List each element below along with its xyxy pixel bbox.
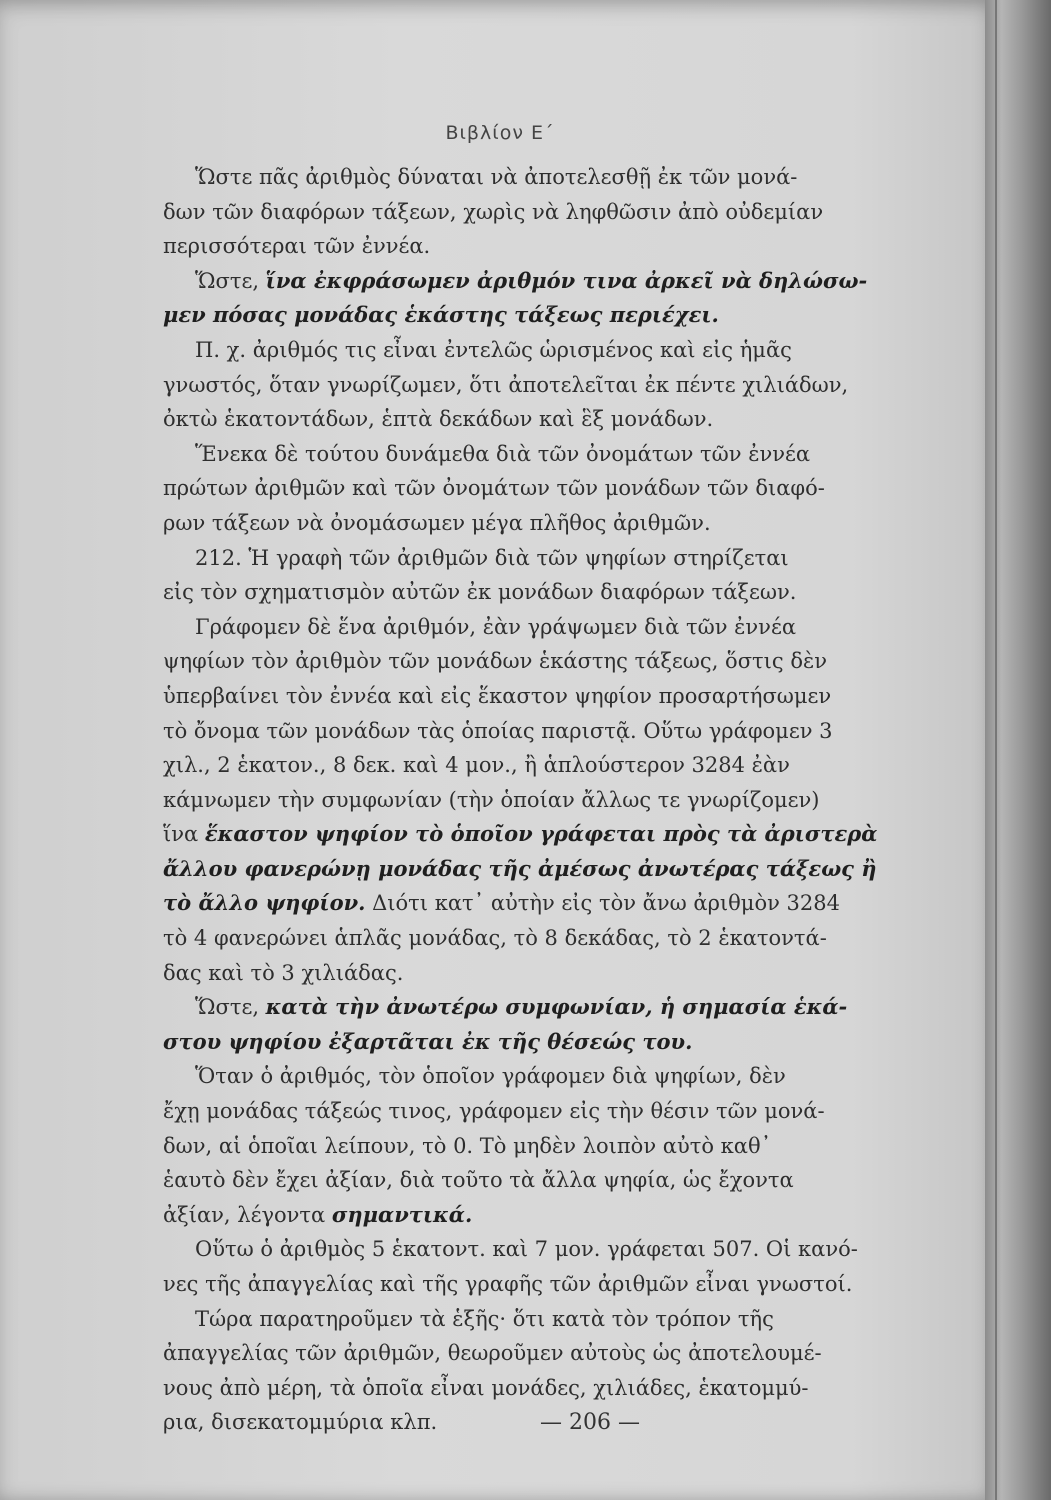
page-edge-line <box>995 0 997 1500</box>
text-line <box>163 956 963 991</box>
emphasis-run: ἄλλου φανερώνῃ μονάδας τῆς ἀμέσως ἀνωτέρας τάξεως ἢ <box>163 855 877 881</box>
text-line <box>163 921 963 956</box>
text-run: Διότι κατ᾽ αὐτὴν εἰς τὸν ἄνω ἀριθμὸν 3284 <box>365 891 840 916</box>
text-line <box>163 541 963 576</box>
text-run: ἀπαγγελίας τῶν ἀριθμῶν, θεωροῦμεν αὐτοὺς ὡς ἀποτελουμέ- <box>163 1341 822 1366</box>
text-line <box>163 437 963 472</box>
text-run: ἵνα <box>163 822 205 847</box>
text-line <box>163 506 963 541</box>
text-line <box>163 1059 963 1094</box>
emphasis-run: σημαντικά. <box>331 1201 473 1227</box>
text-line <box>163 160 963 195</box>
text-run: νους ἀπὸ μέρη, τὰ ὁποῖα εἶναι μονάδες, χιλιάδες, ἑκατομμύ- <box>163 1375 809 1400</box>
text-line <box>163 1163 963 1198</box>
text-line <box>163 714 963 749</box>
text-run: δας καὶ τὸ 3 χιλιάδας. <box>163 960 404 985</box>
body-text <box>163 160 963 1440</box>
text-line <box>163 748 963 783</box>
text-run: νες τῆς ἀπαγγελίας καὶ τῆς γραφῆς τῶν ἀριθμῶν εἶναι γνωστοί. <box>163 1272 853 1296</box>
text-line <box>163 298 963 333</box>
emphasis-run: ἵνα ἐκφράσωμεν ἀριθμόν τινα ἀρκεῖ νὰ δηλώσω- <box>265 267 868 293</box>
text-run: ὑπερβαίνει τὸν ἐννέα καὶ εἰς ἕκαστον ψηφίον προσαρτήσωμεν <box>163 683 832 708</box>
text-run: ρων τάξεων νὰ ὀνομάσωμεν μέγα πλῆθος ἀριθμῶν. <box>163 510 711 535</box>
text-line <box>163 852 963 887</box>
text-line <box>163 1302 963 1337</box>
text-run: Ὥστε πᾶς ἀριθμὸς δύναται νὰ ἀποτελεσθῇ ἐκ τῶν μονά- <box>195 165 798 189</box>
text-run: τὸ ὄνομα τῶν μονάδων τὰς ὁποίας παριστᾷ. Οὕτω γράφομεν 3 <box>163 718 833 743</box>
emphasis-run: στου ψηφίου ἐξαρτᾶται ἐκ τῆς θέσεώς του. <box>163 1028 693 1054</box>
running-header: Βιβλίον Ε΄ <box>445 122 555 144</box>
text-line <box>163 1267 963 1302</box>
text-run: Τώρα παρατηροῦμεν τὰ ἑξῆς· ὅτι κατὰ τὸν τρόπον τῆς <box>195 1306 774 1331</box>
text-run: εἰς τὸν σχηματισμὸν αὐτῶν ἐκ μονάδων διαφόρων τάξεων. <box>163 580 797 605</box>
text-line <box>163 990 963 1025</box>
text-line <box>163 1094 963 1129</box>
text-line <box>163 1129 963 1164</box>
text-line <box>163 679 963 714</box>
text-run: Γράφομεν δὲ ἕνα ἀριθμόν, ἐὰν γράψωμεν διὰ τῶν ἐννέα <box>195 614 797 639</box>
text-line <box>163 1025 963 1060</box>
text-run: χιλ., 2 ἑκατον., 8 δεκ. καὶ 4 μον., ἢ ἁπλούστερον 3284 ἐὰν <box>163 753 790 778</box>
text-line <box>163 644 963 679</box>
text-line <box>163 783 963 818</box>
emphasis-run: τὸ ἄλλο ψηφίον. <box>163 890 366 916</box>
text-run: κάμνωμεν τὴν συμφωνίαν (τὴν ὁποίαν ἄλλως τε γνωρίζομεν) <box>163 787 820 812</box>
text-run: δων τῶν διαφόρων τάξεων, χωρὶς νὰ ληφθῶσιν ἀπὸ οὐδεμίαν <box>163 199 824 224</box>
text-line <box>163 886 963 921</box>
text-run: τὸ 4 φανερώνει ἁπλᾶς μονάδας, τὸ 8 δεκάδας, τὸ 2 ἑκατοντά- <box>163 926 827 951</box>
text-run: 212. Ἡ γραφὴ τῶν ἀριθμῶν διὰ τῶν ψηφίων στηρίζεται <box>195 545 789 570</box>
text-run: Οὕτω ὁ ἀριθμὸς 5 ἑκατοντ. καὶ 7 μον. γράφεται 507. Οἱ κανό- <box>195 1237 858 1262</box>
text-run: ὀκτὼ ἑκατοντάδων, ἑπτὰ δεκάδων καὶ ἓξ μονάδων. <box>163 407 714 432</box>
text-run: Ὥστε, <box>195 995 266 1020</box>
text-line <box>163 368 963 403</box>
text-line <box>163 575 963 610</box>
text-line <box>163 1336 963 1371</box>
page-number: — 206 — <box>540 1410 640 1435</box>
emphasis-run: μεν πόσας μονάδας ἑκάστης τάξεως περιέχει. <box>163 302 719 328</box>
text-line <box>163 1198 963 1233</box>
text-run: Π. χ. ἀριθμός τις εἶναι ἐντελῶς ὡρισμένος καὶ εἰς ἡμᾶς <box>195 337 792 362</box>
text-line <box>163 817 963 852</box>
text-run: ρια, δισεκατομμύρια κλπ. <box>163 1410 438 1435</box>
text-run: ἑαυτὸ δὲν ἔχει ἀξίαν, διὰ τοῦτο τὰ ἄλλα ψηφία, ὡς ἔχοντα <box>163 1168 794 1193</box>
text-line <box>163 1232 963 1267</box>
text-line <box>163 610 963 645</box>
text-line <box>163 229 963 264</box>
text-line <box>163 264 963 299</box>
text-run: δων, αἱ ὁποῖαι λείπουν, τὸ 0. Τὸ μηδὲν λοιπὸν αὐτὸ καθ᾽ <box>163 1133 772 1158</box>
text-run: γνωστός, ὅταν γνωρίζωμεν, ὅτι ἀποτελεῖται ἐκ πέντε χιλιάδων, <box>163 372 849 397</box>
text-run: πρώτων ἀριθμῶν καὶ τῶν ὀνομάτων τῶν μονάδων τῶν διαφό- <box>163 476 825 501</box>
text-run: Ἕνεκα δὲ τούτου δυνάμεθα διὰ τῶν ὀνομάτων τῶν ἐννέα <box>195 441 811 466</box>
text-line <box>163 1371 963 1406</box>
text-line <box>163 402 963 437</box>
text-run: περισσότεραι τῶν ἐννέα. <box>163 234 431 259</box>
text-line <box>163 333 963 368</box>
text-run: Ὅταν ὁ ἀριθμός, τὸν ὁποῖον γράφομεν διὰ ψηφίων, δὲν <box>195 1064 786 1089</box>
text-run: ἔχῃ μονάδας τάξεώς τινος, γράφομεν εἰς τὴν θέσιν τῶν μονά- <box>163 1099 825 1124</box>
emphasis-run: ἕκαστον ψηφίον τὸ ὁποῖον γράφεται πρὸς τὰ ἀριστερὰ <box>204 821 878 847</box>
emphasis-run: κατὰ τὴν ἀνωτέρω συμφωνίαν, ἡ σημασία ἑκά- <box>265 994 848 1020</box>
text-run: ἀξίαν, λέγοντα <box>163 1202 332 1227</box>
text-run: ψηφίων τὸν ἀριθμὸν τῶν μονάδων ἑκάστης τάξεως, ὅστις δὲν <box>163 649 827 674</box>
text-run: Ὥστε, <box>195 268 266 293</box>
text-line <box>163 195 963 230</box>
text-line <box>163 471 963 506</box>
